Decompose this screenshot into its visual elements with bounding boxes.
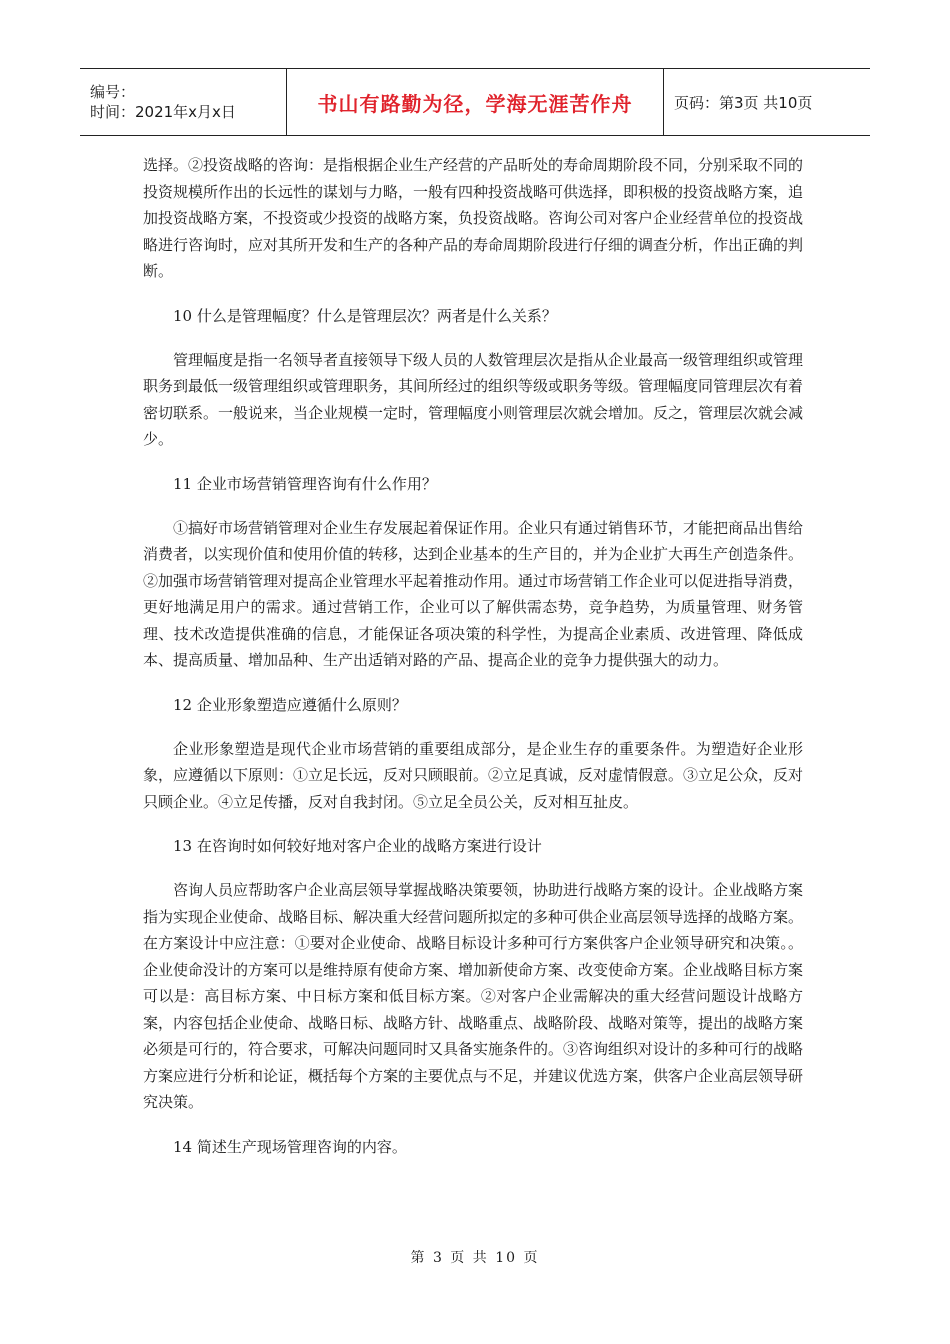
question-12: 12 企业形象塑造应遵循什么原则？ [173,695,407,714]
header-page-info: 页码：第3页 共10页 [664,69,871,136]
document-body [143,152,803,1160]
page-header [80,68,870,136]
paragraph-continuation: 选择。②投资战略的咨询：是指根据企业生产经营的产品昕处的寿命周期阶段不同，分别采取不同的投资规模所作出的长远性的谋划与力略，一般有四种投资战略可供选择，即积极的投资战略方案，追加投资战略方案，不投资或少投资的战略方案，负投资战略。咨询公司对客户企业经营单位的投资战略进行咨询时，应对其所开发和生产的各种产品的寿命周期阶段进行仔细的调查分析，作出正确的判断。 [143,156,804,280]
document-date: 时间：2021年x月x日 [90,103,236,121]
answer-12: 企业形象塑造是现代企业市场营销的重要组成部分，是企业生存的重要条件。为塑造好企业形象，应遵循以下原则：①立足长远，反对只顾眼前。②立足真诚，反对虚情假意。③立足公众，反对只顾企业。④立足传播，反对自我封闭。⑤立足全员公关，反对相互扯皮。 [143,739,804,811]
page-footer: 第 3 页 共 10 页 [410,1250,540,1266]
header-motto: 书山有路勤为径，学海无涯苦作舟 [287,69,664,136]
document-code-label: 编号： [90,83,136,101]
answer-11: ①搞好市场营销管理对企业生存发展起着保证作用。企业只有通过销售环节，才能把商品出售给消费者，以实现价值和使用价值的转移，达到企业基本的生产目的，并为企业扩大再生产创造条件。②加强市场营销管理对提高企业管理水平起着推动作用。通过市场营销工作企业可以促进指导消费，更好地满足用户的需求。通过营销工作，企业可以了解供需态势，竞争趋势，为质量管理、财务管理、技术改造提供准确的信息，才能保证各项决策的科学性，为提高企业素质、改进管理、降低成本、提高质量、增加品种、生产出适销对路的产品、提高企业的竞争力提供强大的动力。 [143,518,804,669]
question-10: 10 什么是管理幅度？什么是管理层次？两者是什么关系？ [173,306,557,325]
header-meta [80,69,287,136]
question-13: 13 在咨询时如何较好地对客户企业的战略方案进行设计 [173,837,542,855]
answer-10: 管理幅度是指一名领导者直接领导下级人员的人数管理层次是指从企业最高一级管理组织或管理职务到最低一级管理组织或管理职务，其间所经过的组织等级或职务等级。管理幅度同管理层次有着密切联系。一般说来，当企业规模一定时，管理幅度小则管理层次就会增加。反之，管理层次就会减少。 [143,350,804,448]
answer-13: 咨询人员应帮助客户企业高层领导掌握战略决策要领，协助进行战略方案的设计。企业战略方案指为实现企业使命、战略目标、解决重大经营问题所拟定的多种可供企业高层领导选择的战略方案。在方案设计中应注意：①要对企业使命、战略目标设计多种可行方案供客户企业领导研究和决策。。企业使命没计的方案可以是维持原有使命方案、增加新使命方案、改变使命方案。企业战略目标方案可以是：高目标方案、中日标方案和低目标方案。②对客户企业需解决的重大经营问题设计战略方案，内容包括企业使命、战略日标、战略方针、战略重点、战略阶段、战略对策等，提出的战略方案必须是可行的，符合要求，可解决问题同时又具备实施条件的。③咨询组织对设计的多种可行的战略方案应进行分析和论证，概括每个方案的主要优点与不足，并建议优选方案，供客户企业高层领导研究决策。 [143,881,804,1111]
question-11: 11 企业市场营销管理咨询有什么作用？ [173,474,437,493]
question-14: 14 简述生产现场管理咨询的内容。 [173,1137,407,1156]
